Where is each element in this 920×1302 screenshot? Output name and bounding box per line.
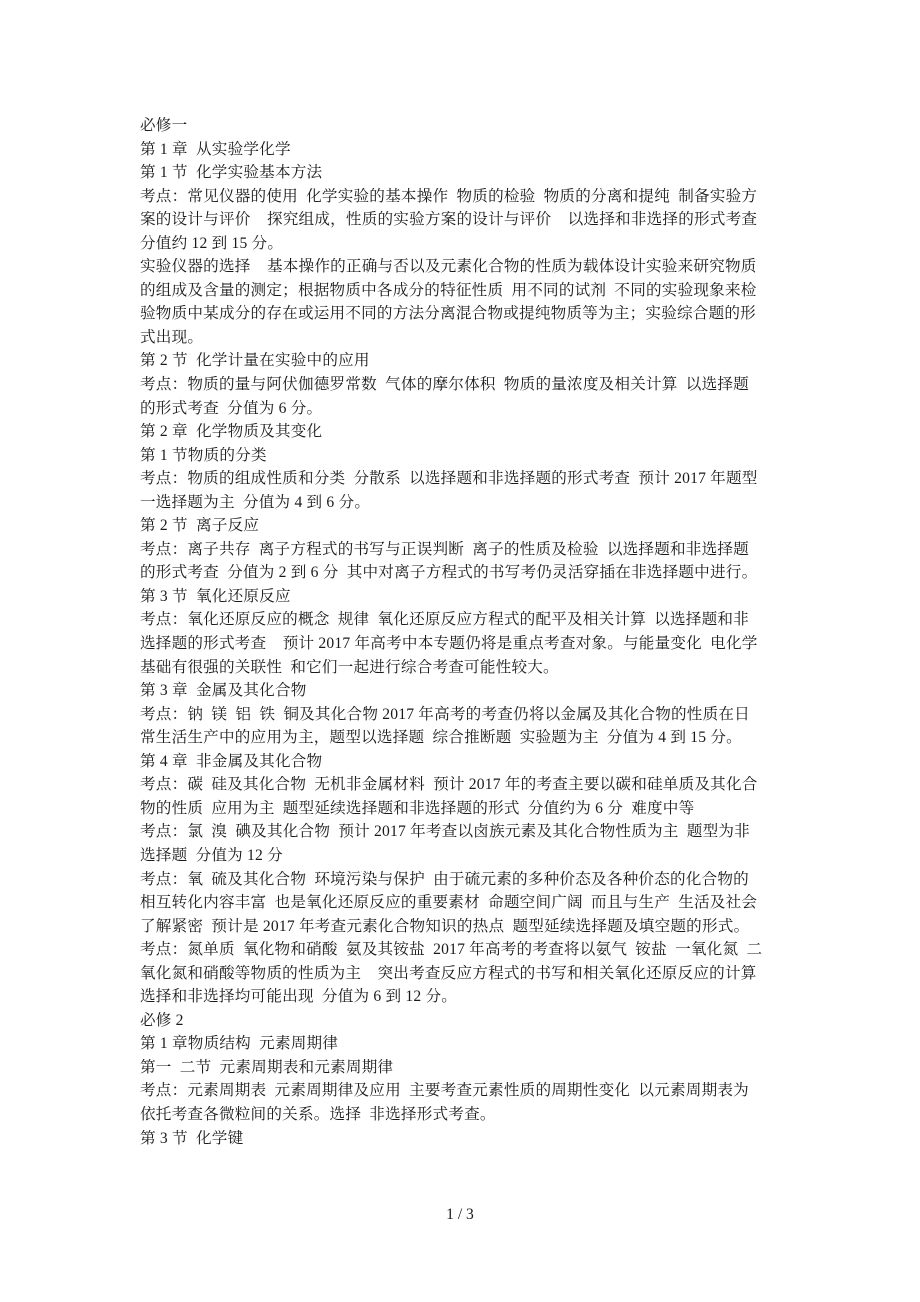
section-heading: 第 3 节 氧化还原反应 [140,587,291,605]
exam-point-text: 考点：元素周期表 元素周期律及应用 主要考查元素性质的周期性变化 以元素周期表为 [140,1082,749,1100]
chapter-heading: 第 4 章 非金属及其化合物 [140,752,323,770]
exam-point-text: 依托考查各微粒间的关系。选择 非选择形式考查。 [140,1105,496,1123]
exam-point-text: 了解紧密 预计是 2017 年考查元素化合物知识的热点 题型延续选择题及填空题的形式。 [140,917,750,935]
section-heading: 第 3 节 化学键 [140,1129,244,1147]
chapter-heading: 第 1 章物质结构 元素周期律 [140,1035,339,1053]
exam-point-text: 的形式考查 分值为 6 分。 [140,399,323,417]
exam-point-text: 考点：氮单质 氧化物和硝酸 氨及其铵盐 2017 年高考的考查将以氨气 铵盐 一氧化氮 二 [140,941,763,959]
section-heading: 第 1 节物质的分类 [140,446,267,464]
section-heading: 第一 二节 元素周期表和元素周期律 [140,1058,394,1076]
exam-point-text: 一选择题为主 分值为 4 到 6 分。 [140,493,371,511]
exam-point-text: 选择题的形式考查 预计 2017 年高考中本专题仍将是重点考查对象。与能量变化 电化学 [140,635,758,653]
exam-point-text: 基础有很强的关联性 和它们一起进行综合考查可能性较大。 [140,658,559,676]
exam-point-text: 分值约 12 到 15 分。 [140,234,284,252]
exam-point-text: 物的性质 应用为主 题型延续选择题和非选择题的形式 分值约为 6 分 难度中等 [140,799,695,817]
exam-point-text: 考点：碳 硅及其化合物 无机非金属材料 预计 2017 年的考查主要以碳和硅单质及其化合 [140,776,758,794]
chapter-heading: 第 3 章 金属及其化合物 [140,682,307,700]
exam-point-text: 考点：常见仪器的使用 化学实验的基本操作 物质的检验 物质的分离和提纯 制备实验方 [140,187,758,205]
module-heading: 必修一 [140,117,188,134]
document-body [140,114,784,1150]
section-heading: 第 2 节 离子反应 [140,517,260,535]
section-heading: 第 2 节 化学计量在实验中的应用 [140,352,370,370]
paragraph-text: 式出现。 [140,328,204,346]
exam-point-text: 常生活生产中的应用为主，题型以选择题 综合推断题 实验题为主 分值为 4 到 15 分。 [140,729,742,747]
chapter-heading: 第 2 章 化学物质及其变化 [140,423,323,441]
paragraph-text: 的组成及含量的测定；根据物质中各成分的特征性质 用不同的试剂 不同的实验现象来检 [140,281,757,299]
paragraph-text: 验物质中某成分的存在或运用不同的方法分离混合物或提纯物质等为主；实验综合题的形 [140,305,756,323]
exam-point-text: 考点：氯 溴 碘及其化合物 预计 2017 年考查以卤族元素及其化合物性质为主 题型为非 [140,823,750,841]
chapter-heading: 第 1 章 从实验学化学 [140,140,291,158]
exam-point-text: 的形式考查 分值为 2 到 6 分 其中对离子方程式的书写考仍灵活穿插在非选择题中进行。 [140,564,758,582]
section-heading: 第 1 节 化学实验基本方法 [140,164,323,182]
paragraph-text: 实验仪器的选择 基本操作的正确与否以及元素化合物的性质为载体设计实验来研究物质 [140,258,757,276]
exam-point-text: 考点：氧 硫及其化合物 环境污染与保护 由于硫元素的多种价态及各种价态的化合物的 [140,870,749,888]
exam-point-text: 考点：离子共存 离子方程式的书写与正误判断 离子的性质及检验 以选择题和非选择题 [140,540,749,558]
exam-point-text: 案的设计与评价 探究组成，性质的实验方案的设计与评价 以选择和非选择的形式考查 [140,211,758,229]
exam-point-text: 考点：物质的组成性质和分类 分散系 以选择题和非选择题的形式考查 预计 2017 年题型 [140,470,758,488]
exam-point-text: 选择题 分值为 12 分 [140,846,283,864]
exam-point-text: 相互转化内容丰富 也是氧化还原反应的重要素材 命题空间广阔 而且与生产 生活及社会 [140,894,758,912]
exam-point-text: 考点：钠 镁 铝 铁 铜及其化合物 2017 年高考的考查仍将以金属及其化合物的性质在日 [140,705,750,723]
exam-point-text: 氧化氮和硝酸等物质的性质为主 突出考查反应方程式的书写和相关氧化还原反应的计算 [140,964,757,982]
exam-point-text: 考点：物质的量与阿伏伽德罗常数 气体的摩尔体积 物质的量浓度及相关计算 以选择题 [140,376,749,394]
page-number: 1 / 3 [446,1206,474,1223]
exam-point-text: 考点：氧化还原反应的概念 规律 氧化还原反应方程式的配平及相关计算 以选择题和非 [140,611,749,629]
exam-point-text: 选择和非选择均可能出现 分值为 6 到 12 分。 [140,988,458,1006]
module-heading: 必修 2 [140,1011,184,1029]
